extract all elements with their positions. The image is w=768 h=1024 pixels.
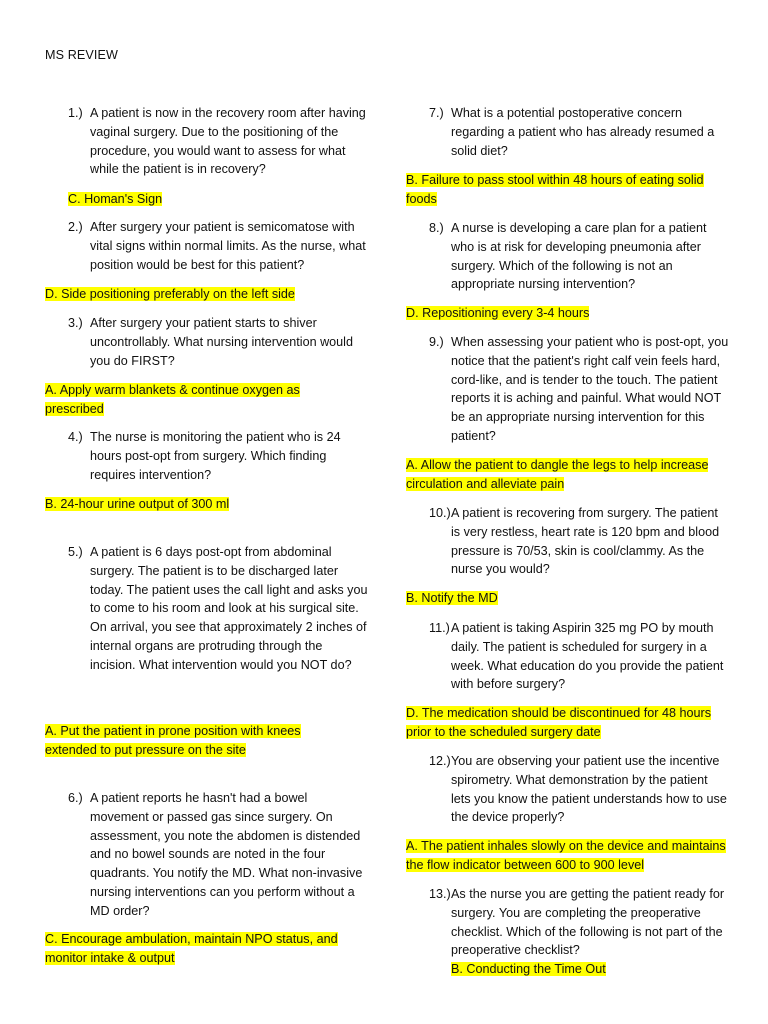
question-13 xyxy=(429,885,729,979)
question-number: 7.) xyxy=(429,106,444,120)
question-text: A patient is recovering from surgery. The patient is very restless, heart rate is 120 bpm and blood pressure is 70/53, skin is cool/clammy. As the nurse you would? xyxy=(451,506,720,577)
question-7 xyxy=(429,104,729,160)
answer-9 xyxy=(406,456,726,494)
answer-text: B. Conducting the Time Out xyxy=(451,962,606,977)
answer-4 xyxy=(45,495,375,514)
question-text: A patient is 6 days post-opt from abdominal surgery. The patient is to be discharged later today. The patient uses the call light and asks you to come to his room and look at his surgical site. On arrival, you see that approximately 2 inches of internal organs are protruding through the incision. What intervention would you NOT do? xyxy=(90,545,368,672)
question-10 xyxy=(429,504,729,579)
question-11 xyxy=(429,619,729,694)
answer-text: D. The medication should be discontinued for 48 hours prior to the scheduled surgery date xyxy=(406,706,712,739)
question-4 xyxy=(68,428,368,484)
question-number: 10.) xyxy=(429,506,451,520)
question-1 xyxy=(68,104,368,179)
question-text: A patient is now in the recovery room after having vaginal surgery. Due to the positioning of the procedure, you would want to assess for what while the patient is in recovery? xyxy=(90,106,366,177)
question-text: After surgery your patient is semicomatose with vital signs within normal limits. As the nurse, what position would be best for this patient? xyxy=(90,220,366,272)
question-5 xyxy=(68,543,368,675)
answer-6 xyxy=(45,930,350,968)
question-12 xyxy=(429,752,729,827)
answer-text: B. 24-hour urine output of 300 ml xyxy=(45,497,230,511)
answer-3 xyxy=(45,381,320,419)
answer-text: A. Put the patient in prone position with knees extended to put pressure on the site xyxy=(45,724,301,757)
answer-2 xyxy=(45,285,375,304)
question-number: 3.) xyxy=(68,316,83,330)
question-text-body: As the nurse you are getting the patient ready for surgery. You are completing the preoperative checklist. Which of the following is not part of the preoperative checklist? xyxy=(451,887,725,958)
question-9 xyxy=(429,333,729,446)
answer-text: A. Apply warm blankets & continue oxygen as prescribed xyxy=(45,383,300,416)
answer-text: D. Repositioning every 3-4 hours xyxy=(406,306,590,320)
question-number: 9.) xyxy=(429,335,444,349)
question-text: When assessing your patient who is post-opt, you notice that the patient's right calf vein feels hard, cord-like, and is tender to the touch. The patient reports it is aching and painful. What would NOT be an appropriate nursing intervention for this patient? xyxy=(451,335,729,443)
question-2 xyxy=(68,218,368,274)
question-number: 13.) xyxy=(429,887,451,901)
page-title: MS REVIEW xyxy=(45,48,118,62)
answer-text: D. Side positioning preferably on the left side xyxy=(45,287,295,301)
answer-13 xyxy=(451,962,606,976)
question-text: A nurse is developing a care plan for a patient who is at risk for developing pneumonia after surgery. Which of the following is not an appropriate nursing intervention? xyxy=(451,221,707,292)
answer-7 xyxy=(406,171,726,209)
answer-1 xyxy=(68,190,368,209)
answer-text: A. The patient inhales slowly on the device and maintains the flow indicator between 600 to 900 level xyxy=(406,839,726,872)
answer-8 xyxy=(406,304,726,323)
answer-11 xyxy=(406,704,726,742)
question-number: 6.) xyxy=(68,791,83,805)
question-text: The nurse is monitoring the patient who is 24 hours post-opt from surgery. Which finding requires intervention? xyxy=(90,430,341,482)
question-number: 5.) xyxy=(68,545,83,559)
answer-text: B. Failure to pass stool within 48 hours of eating solid foods xyxy=(406,173,704,206)
question-6 xyxy=(68,789,368,921)
answer-text: A. Allow the patient to dangle the legs to help increase circulation and alleviate pain xyxy=(406,458,709,491)
answer-text: C. Encourage ambulation, maintain NPO status, and monitor intake & output xyxy=(45,932,338,965)
question-number: 1.) xyxy=(68,106,83,120)
question-text: A patient is taking Aspirin 325 mg PO by mouth daily. The patient is scheduled for surgery in a week. What education do you provide the patient with before surgery? xyxy=(451,621,724,692)
question-text: What is a potential postoperative concern regarding a patient who has already resumed a solid diet? xyxy=(451,106,715,158)
answer-12 xyxy=(406,837,726,875)
question-8 xyxy=(429,219,729,294)
question-text xyxy=(451,885,729,979)
answer-5 xyxy=(45,722,320,760)
question-text: After surgery your patient starts to shiver uncontrollably. What nursing intervention would you do FIRST? xyxy=(90,316,353,368)
answer-text: C. Homan's Sign xyxy=(68,192,163,206)
question-text: You are observing your patient use the incentive spirometry. What demonstration by the patient lets you know the patient understands how to use the device properly? xyxy=(451,754,727,825)
question-number: 12.) xyxy=(429,754,451,768)
answer-text: B. Notify the MD xyxy=(406,591,498,605)
question-3 xyxy=(68,314,368,370)
question-text: A patient reports he hasn't had a bowel movement or passed gas since surgery. On assessment, you note the abdomen is distended and no bowel sounds are noted in the four quadrants. You notify the MD. What non-invasive nursing interventions can you perform without a MD order? xyxy=(90,791,363,918)
question-number: 8.) xyxy=(429,221,444,235)
answer-10 xyxy=(406,589,726,608)
question-number: 4.) xyxy=(68,430,83,444)
question-number: 11.) xyxy=(429,621,450,635)
question-number: 2.) xyxy=(68,220,83,234)
